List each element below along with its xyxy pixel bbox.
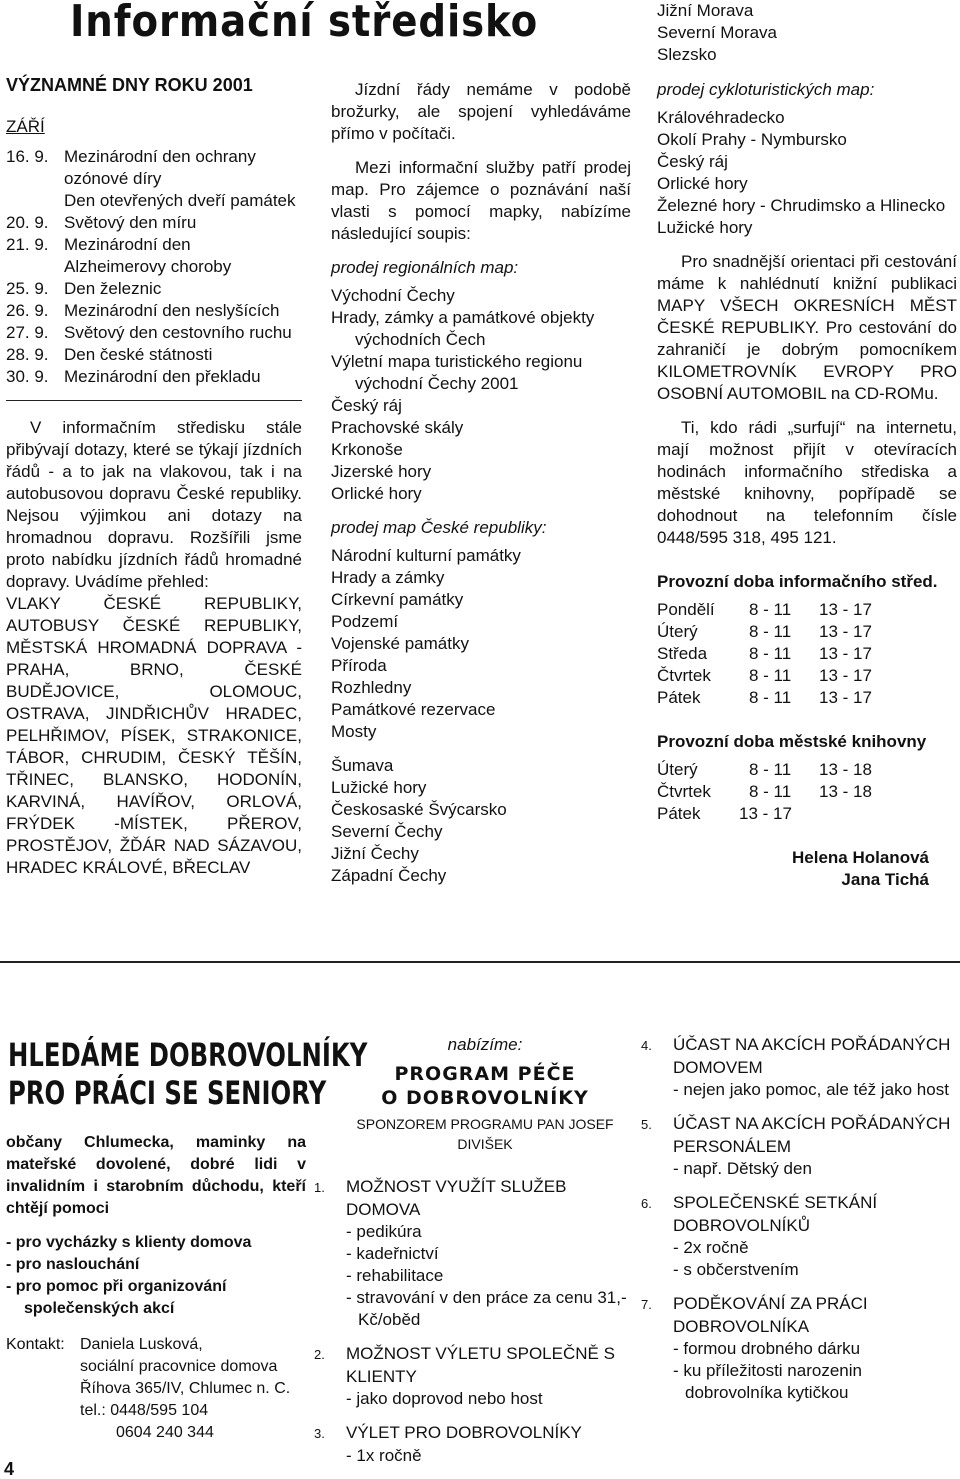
item-title: MOŽNOST VYUŽÍT SLUŽEB DOMOVA — [346, 1177, 567, 1219]
list-item: Český ráj — [657, 152, 728, 171]
divider — [6, 400, 302, 401]
volunteers-title-line: PRO PRÁCI SE SENIORY — [8, 1074, 327, 1112]
item-sub: - jako doprovod nebo host — [346, 1389, 543, 1408]
item-title: ÚČAST NA AKCÍCH POŘÁDANÝCH DOMOVEM — [673, 1035, 951, 1077]
library-hours-table — [657, 759, 957, 825]
program-item — [641, 1034, 957, 1101]
program-item — [641, 1293, 957, 1404]
list-item: Českosaské Švýcarsko — [331, 800, 507, 819]
item-number: 4. — [641, 1038, 652, 1053]
day-date: 30. 9. — [6, 367, 49, 386]
volunteers-text — [6, 1132, 306, 1320]
day-text: Světový den cestovního ruchu — [64, 323, 292, 342]
list-item: Prachovské skály — [331, 418, 464, 437]
item-number: 2. — [314, 1347, 325, 1362]
hours-am: 8 - 11 — [749, 782, 792, 801]
item-title: VÝLET PRO DOBROVOLNÍKY — [346, 1423, 582, 1442]
list-item: Jižní Čechy — [331, 844, 419, 863]
list-item: Příroda — [331, 656, 387, 675]
list-item: Rozhledny — [331, 678, 412, 697]
hours-day: Středa — [657, 644, 708, 663]
day-date: 28. 9. — [6, 345, 49, 364]
day-item — [6, 366, 306, 388]
item-sub: - např. Dětský den — [673, 1159, 812, 1178]
list-item: Národní kulturní památky — [331, 546, 521, 565]
region-line: Severní Morava — [657, 23, 777, 42]
day-item — [6, 146, 306, 212]
days-list — [6, 146, 306, 388]
day-item — [6, 212, 306, 234]
day-text: Den železnic — [64, 279, 162, 298]
signature-name: Jana Tichá — [841, 870, 929, 889]
volunteers-title — [8, 1036, 367, 1112]
volunteers-intro: občany Chlumecka, maminky na mateřské dovolené, dobré lidi v invalidním i starobním důchodu, kteří chtějí pomoci — [6, 1134, 306, 1217]
info-hours-table — [657, 599, 957, 709]
volunteers-bullet: - pro naslouchání — [6, 1256, 140, 1273]
program-item — [641, 1192, 957, 1281]
page-number: 4 — [4, 1459, 15, 1479]
hours-row — [657, 665, 957, 687]
hours-row — [657, 781, 957, 803]
hours-am: 8 - 11 — [749, 622, 792, 641]
day-date: 21. 9. — [6, 235, 49, 254]
program-column-right — [641, 1034, 957, 1404]
cr-maps-heading: prodej map České republiky: — [331, 518, 547, 537]
volunteers-bullet: - pro vycházky s klienty domova — [6, 1234, 252, 1251]
item-number: 1. — [314, 1180, 325, 1195]
timetable-note: Jízdní řády nemáme v podobě brožurky, ale spojení vyhledáváme přímo v počítači. — [331, 80, 631, 143]
list-item: Hrady a zámky — [331, 568, 445, 587]
maps-intro: Mezi informační služby patří prodej map. Pro zájemce o poznávání naší vlasti s pomocí mapky, nabízíme následující soupis: — [331, 158, 631, 243]
day-text: ozónové díry — [64, 169, 162, 188]
program-column — [314, 1034, 640, 1467]
program-sponsor: SPONZOREM PROGRAMU PAN JOSEF DIVIŠEK — [356, 1116, 614, 1152]
list-item: Český ráj — [331, 396, 402, 415]
hours-am: 8 - 11 — [749, 666, 792, 685]
item-sub: - stravování v den práce za cenu 31,- Kč/oběd — [346, 1288, 627, 1329]
day-item — [6, 278, 306, 300]
item-sub: - 2x ročně — [673, 1238, 749, 1257]
signature — [657, 847, 957, 891]
hours-row — [657, 621, 957, 643]
list-item: Lužické hory — [331, 778, 427, 797]
day-date: 27. 9. — [6, 323, 49, 342]
hours-row — [657, 687, 957, 709]
region-line: Jižní Morava — [657, 1, 754, 20]
item-number: 6. — [641, 1196, 652, 1211]
regional-maps-list — [331, 285, 631, 505]
day-text: Alzheimerovy choroby — [64, 257, 232, 276]
list-item: Železné hory - Chrudimsko a Hlinecko — [657, 196, 946, 215]
hours-pm: 13 - 18 — [819, 782, 872, 801]
hours-am: 8 - 11 — [749, 688, 792, 707]
contact-block — [6, 1334, 316, 1444]
hours-row — [657, 599, 957, 621]
list-item: Okolí Prahy - Nymbursko — [657, 130, 847, 149]
item-sub: - formou drobného dárku — [673, 1339, 861, 1358]
hours-pm: 13 - 17 — [819, 688, 872, 707]
day-text: Mezinárodní den — [64, 235, 191, 254]
day-date: 20. 9. — [6, 213, 49, 232]
page-title: Informační středisko — [70, 0, 539, 47]
item-title: PODĚKOVÁNÍ ZA PRÁCI DOBROVOLNÍKA — [673, 1294, 868, 1336]
contact-line: tel.: 0448/595 104 — [80, 1402, 209, 1419]
list-item: Orlické hory — [657, 174, 748, 193]
program-title — [330, 1062, 640, 1110]
list-item: Hrady, zámky a památkové objekty východních Čech — [331, 308, 595, 349]
contact-line: Říhova 365/IV, Chlumec n. C. — [80, 1380, 291, 1397]
important-days-heading: VÝZNAMNÉ DNY ROKU 2001 — [6, 75, 253, 95]
hours-am: 8 - 11 — [749, 644, 792, 663]
hours-day: Pondělí — [657, 600, 715, 619]
contact-line: 0604 240 344 — [116, 1424, 214, 1441]
signature-name: Helena Holanová — [792, 848, 929, 867]
item-number: 3. — [314, 1426, 325, 1441]
region-list — [657, 0, 777, 66]
day-date: 26. 9. — [6, 301, 49, 320]
hours-pm: 13 - 18 — [819, 760, 872, 779]
list-item: Orlické hory — [331, 484, 422, 503]
hours-day: Úterý — [657, 622, 698, 641]
item-sub: - rehabilitace — [346, 1266, 444, 1285]
cyclo-maps-heading: prodej cykloturistických map: — [657, 80, 875, 99]
list-item: Západní Čechy — [331, 866, 447, 885]
hours-pm: 13 - 17 — [819, 666, 872, 685]
list-item: Výletní mapa turistického regionu východní Čechy 2001 — [331, 352, 583, 393]
item-sub: - s občerstvením — [673, 1260, 799, 1279]
maps-column — [331, 79, 631, 887]
hours-am: 13 - 17 — [739, 804, 792, 823]
list-item: Šumava — [331, 756, 394, 775]
day-text: Mezinárodní den neslyšících — [64, 301, 280, 320]
list-item: Památkové rezervace — [331, 700, 496, 719]
hours-day: Čtvrtek — [657, 782, 711, 801]
item-sub: - nejen jako pomoc, ale též jako host — [673, 1080, 949, 1099]
item-title: SPOLEČENSKÉ SETKÁNÍ DOBROVOLNÍKŮ — [673, 1193, 878, 1235]
item-sub: - ku příležitosti narozenin dobrovolníka kytičkou — [673, 1361, 862, 1402]
timetable-paragraph: V informačním středisku stále přibývají dotazy, které se týkají jízdních řádů - a to jak na vlakovou, tak i na autobusovou dopravu České republiky. Nejsou výjimkou ani dotazy na hromadnou dopravu. Rozšířili jsme proto nabídku jízdních řádů hromadné dopravy. Uvádíme přehled: — [6, 418, 302, 591]
hours-row — [657, 759, 957, 781]
volunteers-title-line: HLEDÁME DOBROVOLNÍKY — [8, 1036, 368, 1074]
contact-row — [6, 1334, 316, 1444]
list-item: Severní Čechy — [331, 822, 443, 841]
list-item: Podzemí — [331, 612, 399, 631]
list-item: Vojenské památky — [331, 634, 469, 653]
volunteers-bullet: - pro pomoc při organizování společenských akcí — [6, 1278, 227, 1317]
hours-am: 8 - 11 — [749, 760, 792, 779]
library-hours-heading: Provozní doba městské knihovny — [657, 732, 927, 751]
item-number: 7. — [641, 1297, 652, 1312]
hours-day: Pátek — [657, 688, 701, 707]
contact-label: Kontakt: — [6, 1336, 65, 1353]
region-line: Slezsko — [657, 45, 717, 64]
section-divider — [0, 961, 960, 963]
item-number: 5. — [641, 1117, 652, 1132]
day-item — [6, 344, 306, 366]
hours-pm: 13 - 17 — [819, 644, 872, 663]
program-offer: nabízíme: — [447, 1035, 523, 1054]
list-item: Krkonoše — [331, 440, 403, 459]
item-sub: - kadeřnictví — [346, 1244, 439, 1263]
list-item: Východní Čechy — [331, 286, 455, 305]
program-item — [641, 1113, 957, 1180]
list-item: Jizerské hory — [331, 462, 432, 481]
hours-am: 8 - 11 — [749, 600, 792, 619]
day-text: Světový den míru — [64, 213, 197, 232]
day-item — [6, 234, 306, 278]
contact-line: sociální pracovnice domova — [80, 1358, 278, 1375]
day-text: Mezinárodní den ochrany — [64, 147, 256, 166]
month-label: ZÁŘÍ — [6, 117, 45, 136]
important-days-column — [6, 74, 306, 879]
hours-pm: 13 - 17 — [819, 622, 872, 641]
info-column — [657, 79, 957, 891]
item-sub: - pedikúra — [346, 1222, 422, 1241]
program-title-line: PROGRAM PÉČE — [394, 1063, 576, 1085]
list-item: Mosty — [331, 722, 377, 741]
day-date: 16. 9. — [6, 147, 49, 166]
timetable-list: VLAKY ČESKÉ REPUBLIKY, AUTOBUSY ČESKÉ REPUBLIKY, MĚSTSKÁ HROMADNÁ DOPRAVA - PRAHA, BRNO, ČESKÉ BUDĚJOVICE, OLOMOUC, OSTRAVA, JINDŘICHŮV HRADEC, PELHŘIMOV, PÍSEK, STRAKONICE, TÁBOR, CHRUDIM, ČESKÝ TĚŠÍN, TŘINEC, BLANSKO, HODONÍN, KARVINÁ, HAVÍŘOV, ORLOVÁ, FRÝDEK -MÍSTEK, PŘEROV, PROSTĚJOV, ŽĎÁR NAD SÁZAVOU, HRADEC KRÁLOVÉ, BŘECLAV — [6, 594, 302, 877]
hours-pm: 13 - 17 — [819, 600, 872, 619]
hours-row — [657, 803, 957, 825]
cyclo-maps-list — [657, 107, 957, 239]
day-text: Mezinárodní den překladu — [64, 367, 261, 386]
program-item — [314, 1343, 640, 1410]
item-title: MOŽNOST VÝLETU SPOLEČNĚ S KLIENTY — [346, 1344, 615, 1386]
item-sub: - 1x ročně — [346, 1446, 422, 1465]
hours-row — [657, 643, 957, 665]
day-item — [6, 322, 306, 344]
hours-day: Úterý — [657, 760, 698, 779]
list-item: Lužické hory — [657, 218, 753, 237]
regional-maps-heading: prodej regionálních map: — [331, 258, 519, 277]
hours-day: Čtvrtek — [657, 666, 711, 685]
day-date: 25. 9. — [6, 279, 49, 298]
contact-line: Daniela Lusková, — [80, 1336, 203, 1353]
item-title: ÚČAST NA AKCÍCH POŘÁDANÝCH PERSONÁLEM — [673, 1114, 951, 1156]
day-item — [6, 300, 306, 322]
program-title-line: O DOBROVOLNÍKY — [381, 1087, 589, 1109]
hours-day: Pátek — [657, 804, 701, 823]
list-item: Královéhradecko — [657, 108, 785, 127]
program-item — [314, 1422, 640, 1467]
orientation-paragraph: Pro snadnější orientaci při cestování máme k nahlédnutí knižní publikaci MAPY VŠECH OKRESNÍCH MĚST ČESKÉ REPUBLIKY. Pro cestování do zahraničí je dobrým pomocníkem KILOMETROVNÍK EVROPY PRO OSOBNÍ AUTOMOBIL na CD-ROMu. — [657, 252, 957, 403]
cr-maps-list — [331, 545, 631, 887]
program-item — [314, 1176, 640, 1331]
day-text: Den otevřených dveří památek — [64, 191, 296, 210]
info-hours-heading: Provozní doba informačního střed. — [657, 572, 938, 591]
internet-paragraph: Ti, kdo rádi „surfují“ na internetu, mají možnost přijít v otevíracích hodinách informačního střediska a městské knihovny, popřípadě se dohodnout na telefonním čísle 0448/595 318, 495 121. — [657, 418, 957, 547]
list-item: Církevní památky — [331, 590, 464, 609]
day-text: Den české státnosti — [64, 345, 213, 364]
